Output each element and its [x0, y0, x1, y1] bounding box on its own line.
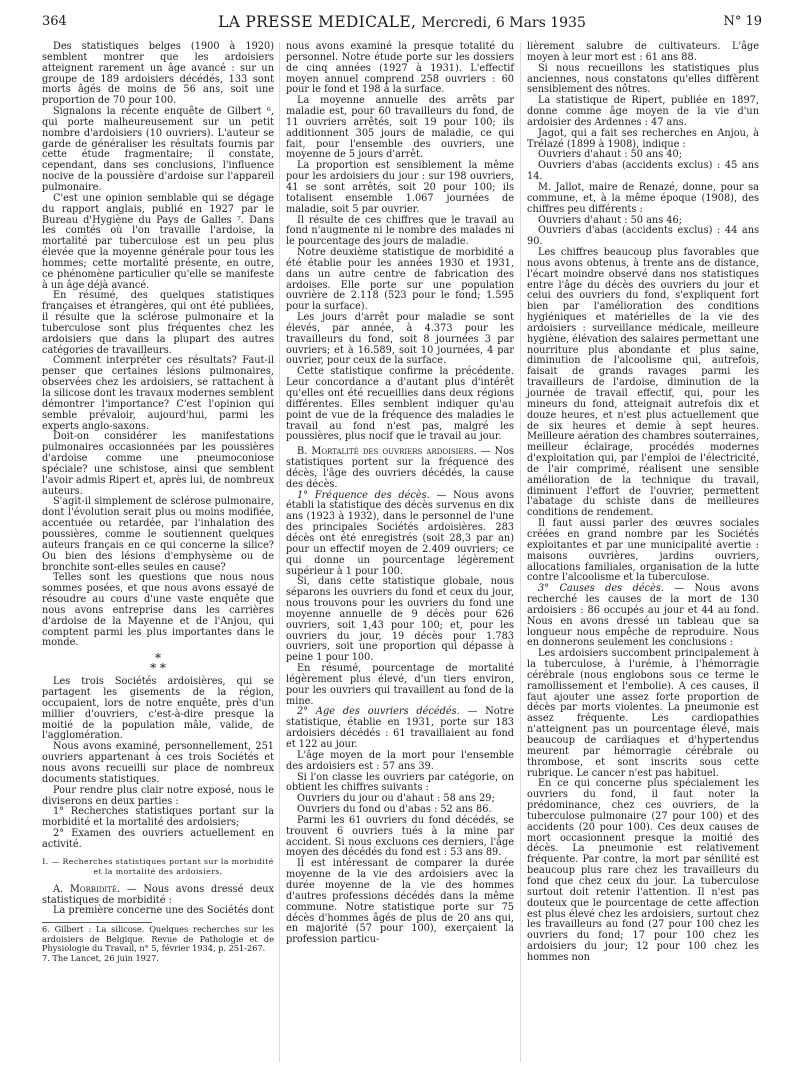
footnotes [42, 925, 274, 963]
paragraph: Parmi les 61 ouvriers du fond décédés, se trouvent 6 ouvriers tués à la mine par accident. Si nous excluons ces derniers, l'âge moyen des décédés du fond est : 53 ans 89. [286, 814, 514, 859]
journal-name: LA PRESSE MEDICALE, [218, 13, 417, 31]
column-2 [286, 42, 514, 946]
paragraph: Jagot, qui a fait ses recherches en Anjou, à Trélazé (1899 à 1908), indique : [527, 127, 759, 150]
paragraph: En résumé, des quelques statistiques françaises et étrangères, qui ont été publiées, il résulte que la sclérose pulmonaire et la tuberculose sont plus fréquentes chez les ardoisiers que dans la plupart des autres catégories de travailleurs. [42, 290, 274, 356]
paragraph: Ouvriers d'abas (accidents exclus) : 44 ans 90. [527, 225, 759, 248]
paragraph: Si, dans cette statistique globale, nous séparons les ouvriers du fond et ceux du jour, nous trouvons pour les ouvriers du fond une moyenne annuelle de 9 décès pour 626 ouvriers, soit 1,43 pour 100; et, pour les ouvriers du jour, 19 décès pour 1.783 ouvriers, soit une proportion qui dépasse à peine 1 pour 100. [286, 576, 514, 664]
issue-date: Mercredi, 6 Mars 1935 [421, 15, 586, 31]
run-in-heading: B. Mortalité des ouvriers ardoisiers. [297, 446, 477, 458]
page-number: 364 [42, 14, 67, 29]
paragraph: 1° Fréquence des décès. — Nous avons établi la statistique des décès survenus en dix ans (1923 à 1932), dans le personnel de l'une des principales Sociétés ardoisières. 283 décès ont été enregistrés (soit 28,3 par an) pour un effectif moyen de 2.409 ouvriers; ce qui donne un pourcentage légèrement supérieur à 1 pour 100. [286, 489, 514, 577]
column-divider [279, 42, 280, 1062]
paragraph: Pour rendre plus clair notre exposé, nous le diviserons en deux parties : [42, 784, 274, 807]
paragraph: A. Morbidité. — Nous avons dressé deux statistiques de morbidité : [42, 883, 274, 906]
paragraph: 1° Recherches statistiques portant sur la morbidité et la mortalité des ardoisiers; [42, 806, 274, 829]
paragraph: Ouvriers du jour ou d'ahaut : 58 ans 29; [297, 793, 495, 805]
paragraph: Les ardoisiers succombent principalement à la tuberculose, à l'urémie, à l'hémorragie cérébrale (nous englobons sous ce terme le ramollissement et l'embolie). A ces causes, il faut ajouter une assez forte proportion de décès par morts violentes. La pneumonie est assez fréquente. Les cardiopathies n'atteignent pas un pourcentage élevé, mais beaucoup de cardiaques et d'hypertendus meurent par hémorragie cérébrale ou thrombose, et sont inscrits sous cette rubrique. Le cancer n'est pas habituel. [527, 648, 759, 779]
paragraph: Telles sont les questions que nous nous sommes posées, et que nous avons essayé de résoudre au cours d'une vaste enquête que nous avons entreprise dans les carrières d'ardoise de la Mayenne et de l'Anjou, qui comptent parmi les plus importantes dans le monde. [42, 572, 274, 649]
paragraph: C'est une opinion semblable qui se dégage du rapport anglais, publié en 1927 par le Bureau d'Hygiène du Pays de Galles ⁷. Dans les comtés où l'on travaille l'ardoise, la mortalité par tuberculose est un peu plus élevée que la moyenne générale pour tous les hommes; cette mortalité présente, en outre, ce phénomène particulier qu'elle se manifeste à un âge déjà avancé. [42, 192, 274, 291]
paragraph: La statistique de Ripert, publiée en 1897, donne comme âge moyen de la vie d'un ardoisier des Ardennes : 47 ans. [527, 95, 759, 128]
footnote: 7. The Lancet, 26 juin 1927. [42, 953, 159, 964]
paragraph: Si l'on classe les ouvriers par catégorie, on obtient les chiffres suivants : [286, 771, 514, 794]
paragraph: Il est intéressant de comparer la durée moyenne de la vie des ardoisiers avec la durée moyenne de la vie des hommes d'autres professions décédés dans la même commune. Notre statistique porte sur 75 décès d'hommes âgés de plus de 20 ans qui, en majorité (57 pour 100), exerçaient la profession particu- [286, 858, 514, 946]
paragraph: La proportion est sensiblement la même pour les ardoisiers du jour : sur 198 ouvriers, 41 se sont arrêtés, soit 20 pour 100; ils totalisent ensemble 1.067 journées de maladie, soit 5 par ouvrier. [286, 160, 514, 215]
column-divider [520, 42, 521, 1062]
paragraph: nous avons examiné la presque totalité du personnel. Notre étude porte sur les dossiers de cinq années (1927 à 1931). L'effectif moyen annuel comprend 258 ouvriers : 60 pour le fond et 198 à la surface. [286, 41, 514, 96]
paragraph: Il résulte de ces chiffres que le travail au fond n'augmente ni le nombre des malades ni le pourcentage des jours de maladie. [286, 214, 514, 248]
paragraph: En ce qui concerne plus spécialement les ouvriers du fond, il faut noter la prédominance, chez ces ouvriers, de la tuberculose pulmonaire (27 pour 100) et des accidents (20 pour 100). Ces deux causes de mort occasionnent presque la moitié des décès. La pneumonie est relativement fréquente. Par contre, la mort par sénilité est beaucoup plus rare chez les travailleurs du fond que chez ceux du jour. La tuberculose surtout doit retenir l'attention. Il n'est pas douteux que le pourcentage de cette affection est plus élevé chez les ardoisiers, surtout chez les travailleurs au fond (27 pour 100 chez les ouvriers du fond; 17 pour 100 chez les ardoisiers du jour; 12 pour 100 chez les hommes non [527, 778, 759, 963]
run-in-heading: 1° Fréquence des décès. [297, 489, 430, 501]
paragraph: Cette statistique confirme la précédente. Leur concordance a d'autant plus d'intérêt qu'elles ont été recueillies dans deux régions différentes. Elles semblent indiquer qu'au point de vue de la fréquence des maladies le travail au fond n'est pas, malgré les poussières, plus nocif que le travail au jour. [286, 366, 514, 443]
issue-number: N° 19 [723, 14, 762, 29]
paragraph: Comment interpréter ces résultats? Faut-il penser que certaines lésions pulmonaires, observées chez les ardoisiers, se rattachent à la silicose dont les travaux modernes semblent démontrer l'importance? C'est l'opinion qui semble prévaloir, aujourd'hui, parmi les experts anglo-saxons. [42, 355, 274, 432]
paragraph: M. Jallot, maire de Renazé, donne, pour sa commune, et, à la même époque (1908), des chiffres peu différents : [527, 181, 759, 215]
paragraph: Ouvriers du fond ou d'abas : 52 ans 86. [297, 804, 492, 816]
journal-title [42, 13, 762, 31]
paragraph: Ouvriers d'ahaut : 50 ans 46; [538, 214, 682, 226]
paragraph: B. Mortalité des ouvriers ardoisiers. — Nos statistiques portent sur la fréquence des décès, l'âge des ouvriers décédés, la cause des décès. [286, 446, 514, 490]
paragraph: La première concerne une des Sociétés dont [53, 905, 274, 917]
section-break-asterisks: * * * [150, 651, 166, 676]
paragraph: Signalons la récente enquête de Gilbert ⁶, qui porte malheureusement sur un petit nombre d'ardoisiers (10 ouvriers). L'auteur se garde de généraliser les résultats fournis par cette étude fragmentaire; il constate, cependant, dans ses conclusions, l'influence nocive de la poussière d'ardoise sur l'appareil pulmonaire. [42, 106, 274, 193]
paragraph: L'âge moyen de la mort pour l'ensemble des ardoisiers est : 57 ans 39. [286, 749, 514, 772]
paragraph: S'agit-il simplement de sclérose pulmonaire, dont l'évolution serait plus ou moins modifiée, accentuée ou retardée, par l'inhalation des poussières, comme le soutiennent quelques auteurs français en ce qui concerne la silice? Ou bien des lésions d'emphysème ou de bronchite sont-elles seules en cause? [42, 496, 274, 573]
run-in-heading: 2° Age des ouvriers décédés. [297, 706, 460, 718]
footnote: 6. Gilbert : La silicose. Quelques recherches sur les ardoisiers de Belgique. Revue de Pathologie et de Physiologie du Travail, n° 5, février 1934, p. 251-267. [42, 924, 274, 954]
paragraph: Les trois Sociétés ardoisières, qui se partagent les gisements de la région, occupaient, lors de notre enquête, près d'un millier d'ouvriers, c'est-à-dire presque la moitié de la population mâle, valide, de l'agglomération. [42, 676, 274, 742]
paragraph: Des statistiques belges (1900 à 1920) semblent montrer que les ardoisiers atteignent rarement un âge avancé : sur un groupe de 189 ardoisiers décédés, 133 sont morts âgés de moins de 56 ans, soit une proportion de 70 pour 100. [42, 41, 274, 107]
page-header [42, 14, 762, 36]
paragraph: lièrement salubre de cultivateurs. L'âge moyen à leur mort est : 61 ans 88. [527, 41, 759, 63]
footnote-rule [42, 922, 152, 923]
paragraph: Il faut aussi parler des œuvres sociales créées en grand nombre par les Sociétés exploitantes et par une municipalité avertie : maisons ouvrières, jardins ouvriers, allocations familiales, organisation de la lutte contre l'alcoolisme et la tuberculose. [527, 518, 759, 584]
run-in-heading: 3° Causes des décès. [538, 583, 664, 595]
paragraph: Doit-on considérer les manifestations pulmonaires occasionnées par les poussières d'ardoise comme une pneumoconiose spéciale? une schistose, ainsi que semblent l'avoir admis Ripert et, après lui, de nombreux auteurs. [42, 431, 274, 497]
run-in-heading: A. Morbidité. [53, 883, 121, 895]
section-title: I. — Recherches statistiques portant sur la morbidité et la mortalité des ardoisiers. [42, 856, 274, 876]
paragraph: 2° Age des ouvriers décédés. — Notre statistique, établie en 1931, porte sur 183 ardoisiers décédés : 61 travaillaient au fond et 122 au jour. [286, 706, 514, 750]
paragraph: 3° Causes des décès. — Nous avons recherché les causes de la mort de 130 ardoisiers : 86 occupés au jour et 44 au fond. Nous en avons dressé un tableau que sa longueur nous empêche de reproduire. Nous en donnerons seulement les conclusions : [527, 583, 759, 649]
paragraph: Les chiffres beaucoup plus favorables que nous avons obtenus, à trente ans de distance, l'écart moindre observé dans nos statistiques entre l'âge du décès des ouvriers du jour et celui des ouvriers du fond, s'expliquent fort bien par l'amélioration des conditions hygiéniques et matérielles de la vie des ardoisiers : surveillance médicale, meilleure hygiène, élévation des salaires permettant une nourriture plus abondante et plus saine, diminution de l'alcoolisme qui, autrefois, faisait de grands ravages parmi les travailleurs de l'ardoise, diminution de la journée de travail effectif, qui, pour les mineurs du fond, atteignait autrefois dix et douze heures, et n'est plus actuellement que de six heures et demie à sept heures. Meilleure aération des chambres souterraines, meilleur éclairage, procédés modernes d'exploitation qui, par l'emploi de l'électricité, de l'air comprimé, réalisent une sensible amélioration de la technique du travail, diminuent l'effort de l'ouvrier, permettent l'abatage du schiste dans de meilleures conditions de rendement. [527, 247, 759, 519]
paragraph: 2° Examen des ouvriers actuellement en activité. [42, 828, 274, 850]
paragraph: En résumé, pourcentage de mortalité légèrement plus élevé, d'un tiers environ, pour les ouvriers qui travaillent au fond de la mine. [286, 663, 514, 707]
column-1 [42, 42, 274, 964]
paragraph: La moyenne annuelle des arrêts par maladie est, pour 60 travailleurs du fond, de 11 ouvriers arrêtés, soit 19 pour 100; ils additionnent 305 jours de maladie, ce qui fait, pour l'ensemble des ouvriers, une moyenne de 5 jours d'arrêt. [286, 95, 514, 161]
paragraph: Notre deuxième statistique de morbidité a été établie pour les années 1930 et 1931, dans un autre centre de fabrication des ardoises. Elle porte sur une population ouvrière de 2.118 (523 pour le fond; 1.595 pour la surface). [286, 247, 514, 313]
column-3 [527, 42, 759, 964]
paragraph: Ouvriers d'ahaut : 50 ans 40; [538, 149, 682, 161]
paragraph: Nous avons examiné, personnellement, 251 ouvriers appartenant à ces trois Sociétés et nous avons recueilli sur place de nombreux documents statistiques. [42, 741, 274, 785]
paragraph: Les jours d'arrêt pour maladie se sont élevés, par année, à 4.373 pour les travailleurs du fond, soit 8 journées 3 par ouvriers; et à 16.589, soit 10 journées, 4 par ouvrier, pour ceux de la surface. [286, 312, 514, 367]
paragraph: Ouvriers d'abas (accidents exclus) : 45 ans 14. [527, 160, 759, 183]
paragraph: Si nous recueillons les statistiques plus anciennes, nous constatons qu'elles diffèrent sensiblement des nôtres. [527, 62, 759, 96]
